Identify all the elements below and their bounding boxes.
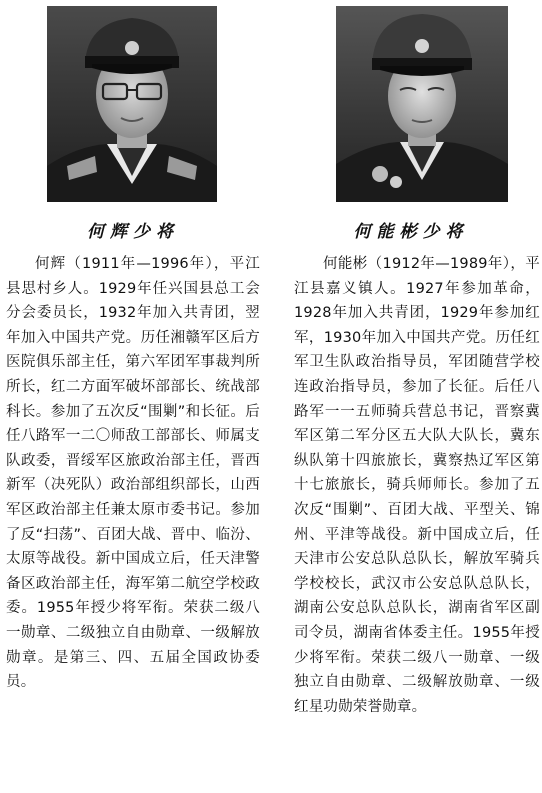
- bio-he-hui: 何辉（1911年—1996年），平江县思村乡人。1929年任兴国县总工会分会委员长，1932年加入共青团，翌年加入中国共产党。历任湘赣军区后方医院俱乐部主任，第六军团军事裁判所所长，红二方面军破坏部部长、统战部科长。参加了五次反“围剿”和长征。后任八路军一二〇师敌工部部长、师属支队政委，晋绥军区旅政治部主任，晋西新军（决死队）政治部组织部长，山西军区政治部主任兼太原市委书记。参加了反“扫荡”、百团大战、晋中、临汾、太原等战役。新中国成立后，任天津警备区政治部主任，海军第二航空学校政委。1955年授少将军衔。荣获二级八一勋章、二级独立自由勋章、一级解放勋章。是第三、四、五届全国政协委员。: [6, 256, 260, 691]
- caption-he-nengbin: 何能彬少将: [353, 222, 469, 242]
- right-column: [280, 0, 542, 793]
- left-column: [2, 0, 264, 793]
- portrait-photo-he-nengbin: [336, 6, 508, 202]
- caption-he-hui: 何辉少将: [87, 222, 179, 242]
- portrait-photo-he-hui: [47, 6, 217, 202]
- portrait-image: [47, 6, 217, 202]
- bio-he-nengbin: 何能彬（1912年—1989年），平江县嘉义镇人。1927年参加革命，1928年加入共青团，1929年参加红军，1930年加入中国共产党。历任红军卫生队政治指导员，军团随营学校连政治指导员，参加了长征。后任八路军一一五师骑兵营总书记，晋察冀军区第二军分区五大队大队长，冀东纵队第十四旅旅长，冀察热辽军区第十七旅旅长，骑兵师师长。参加了五次反“围剿”、百团大战、平型关、锦州、平津等战役。新中国成立后，任天津市公安总队总队长，解放军骑兵学校校长，武汉市公安总队总队长，湖南公安总队总队长，湖南省军区副司令员，湖南省体委主任。1955年授少将军衔。荣获二级八一勋章、一级独立自由勋章、二级解放勋章、一级红星功勋荣誉勋章。: [294, 256, 540, 715]
- portrait-image: [336, 6, 508, 202]
